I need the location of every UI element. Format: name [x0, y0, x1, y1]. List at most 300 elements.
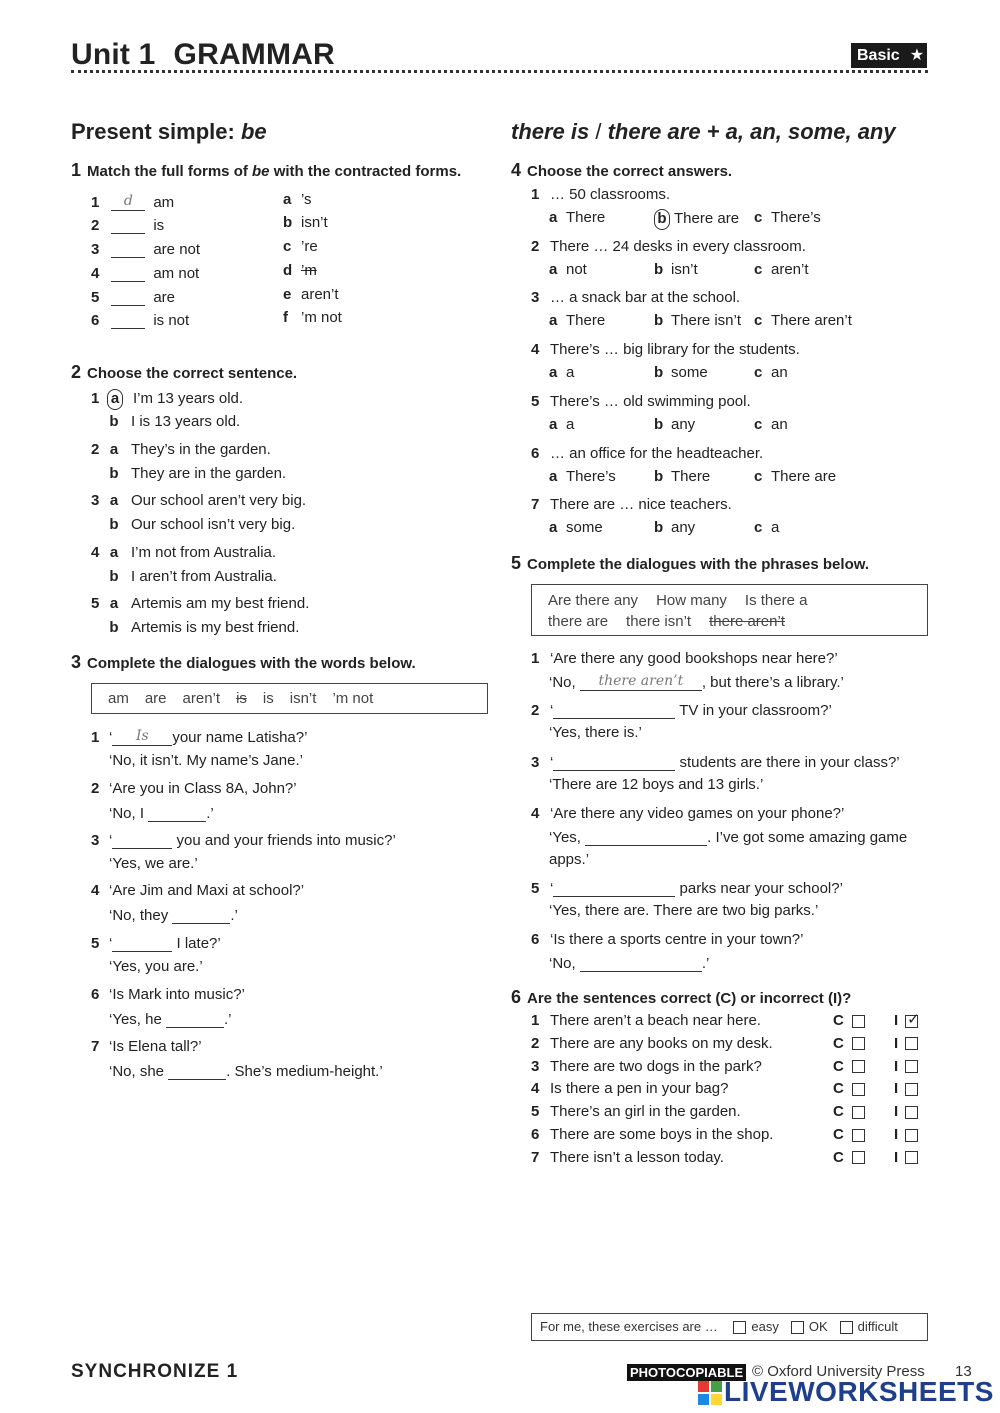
feedback-option-label: difficult	[857, 1319, 898, 1334]
answer-blank[interactable]	[580, 954, 702, 972]
question-text: There’s … big library for the students.	[550, 341, 800, 358]
ex5-reply	[549, 724, 642, 741]
ex4-question	[531, 289, 740, 306]
ex4-question	[531, 238, 806, 255]
item-word: is not	[153, 312, 190, 329]
ex6-item	[531, 1012, 761, 1029]
checkbox-label: C	[833, 1126, 844, 1143]
correct-checkbox[interactable]	[833, 1012, 865, 1029]
incorrect-checkbox[interactable]	[894, 1126, 918, 1143]
checkbox-icon[interactable]	[852, 1015, 865, 1028]
question-text: ‘Are there any video games on your phone?’	[550, 805, 845, 822]
item-number: 3	[91, 832, 100, 849]
answer-suffix: .’	[206, 805, 214, 822]
ex1-item	[91, 311, 189, 329]
photocopiable-label: PHOTOCOPIABLE	[627, 1364, 746, 1381]
ex3-word-box	[91, 683, 488, 714]
item-number: 3	[531, 289, 540, 306]
unit-label: Unit 1	[71, 38, 156, 71]
item-word: am not	[153, 265, 200, 282]
checkbox-label: C	[833, 1057, 844, 1075]
question-text: There … 24 desks in every classroom.	[550, 238, 806, 255]
answer-blank[interactable]	[111, 311, 145, 329]
ex1-item	[91, 193, 174, 211]
answer-suffix: .’	[701, 955, 710, 972]
ex4-question	[531, 341, 800, 358]
reply-text: ‘Yes, you are.’	[109, 958, 203, 975]
ex1-heading: 1 Match the full forms of be with the contracted forms.	[71, 160, 462, 180]
answer-prefix: ‘No, they	[109, 907, 173, 924]
sentence-text: There are two dogs in the park?	[550, 1057, 762, 1075]
option-text: a	[566, 364, 575, 381]
phrase-item: How many	[656, 592, 727, 609]
option-text: Artemis is my best friend.	[131, 619, 300, 636]
ex3-answer-line	[109, 1010, 232, 1028]
checkbox-icon[interactable]	[905, 1106, 918, 1119]
question-text: ‘Is Mark into music?’	[109, 986, 245, 1003]
answer-suffix: .’	[224, 1011, 232, 1028]
answer-prefix: ‘	[109, 729, 113, 746]
option-letter-b: b	[109, 619, 119, 636]
answer-blank[interactable]: there aren’t	[580, 673, 702, 691]
ex3-answer-line	[109, 906, 238, 924]
option-word: ’m	[301, 262, 317, 279]
reply-text: ‘Yes, we are.’	[109, 855, 198, 872]
ex2-option-b[interactable]	[107, 619, 299, 636]
item-number: 1	[531, 1012, 540, 1029]
option-text: There are	[771, 468, 837, 485]
correct-checkbox[interactable]	[833, 1080, 865, 1097]
ex1-option	[283, 214, 328, 231]
ex3-reply	[109, 958, 203, 975]
answer-blank[interactable]	[172, 906, 230, 924]
ex6-item	[531, 1126, 773, 1143]
ex1-item	[91, 288, 175, 306]
answer-blank[interactable]	[553, 753, 675, 771]
option-word: ’m not	[301, 309, 342, 326]
ex4-option-a[interactable]	[549, 209, 605, 226]
option-letter-b: b	[109, 516, 119, 533]
ex2-option-b[interactable]	[107, 465, 286, 482]
sentence-text: There isn’t a lesson today.	[550, 1148, 724, 1166]
ex1-option	[283, 238, 318, 255]
option-text: I aren’t from Australia.	[131, 568, 277, 585]
ex3-question	[91, 831, 396, 849]
ex2-heading: 2 Choose the correct sentence.	[71, 362, 298, 382]
answer-blank[interactable]	[553, 701, 675, 719]
option-text: I’m not from Australia.	[131, 544, 277, 561]
answer-blank[interactable]	[112, 934, 172, 952]
option-text: not	[566, 261, 587, 278]
answer-prefix: ‘	[109, 935, 113, 952]
answer-blank[interactable]: d	[111, 193, 145, 211]
checkbox-label: I	[894, 1148, 899, 1166]
item-number: 6	[531, 931, 540, 948]
option-letter: c	[754, 364, 763, 381]
option-text: I’m 13 years old.	[133, 390, 244, 407]
level-badge	[851, 43, 927, 68]
option-text: some	[671, 364, 708, 381]
word-bank-item: aren’t	[182, 690, 221, 707]
checkbox-icon[interactable]	[733, 1321, 746, 1334]
ex1-option	[283, 286, 339, 303]
checkbox-icon[interactable]	[905, 1010, 920, 1028]
checkbox-label: C	[833, 1148, 844, 1166]
item-number: 4	[531, 341, 540, 358]
ex1-item	[91, 216, 164, 234]
incorrect-checkbox[interactable]	[894, 1058, 918, 1075]
option-letter-a: a	[109, 492, 119, 509]
feedback-option[interactable]	[791, 1319, 828, 1334]
ex4-option-c[interactable]	[754, 312, 852, 329]
publisher: © Oxford University Press	[752, 1363, 925, 1380]
option-text: Our school isn’t very big.	[131, 516, 296, 533]
ex4-option-c[interactable]	[754, 468, 836, 485]
item-number: 2	[531, 238, 540, 255]
ex6-item	[531, 1103, 741, 1120]
ex3-answer-line	[109, 1062, 383, 1080]
answer-blank[interactable]	[111, 240, 145, 258]
option-letter: c	[754, 519, 763, 536]
correct-checkbox[interactable]	[833, 1149, 865, 1166]
item-number: 2	[91, 217, 100, 234]
option-text: an	[771, 364, 788, 381]
option-letter: d	[283, 262, 293, 279]
option-text: Our school aren’t very big.	[131, 492, 307, 509]
option-text: There	[671, 468, 711, 485]
option-letter: c	[754, 416, 763, 433]
checkbox-label: I	[894, 1080, 899, 1098]
checkbox-label: C	[833, 1012, 844, 1029]
ex4-option-b[interactable]	[654, 209, 739, 230]
checkmark-icon: ✓	[907, 1010, 920, 1028]
ex4-option-a[interactable]	[549, 468, 616, 485]
checkbox-icon[interactable]	[852, 1037, 865, 1050]
option-text: There are	[674, 210, 740, 227]
incorrect-checkbox[interactable]	[894, 1035, 918, 1052]
phrase-item: Is there a	[744, 592, 808, 609]
option-text: There aren’t	[771, 312, 852, 329]
ex4-option-b[interactable]	[654, 261, 698, 278]
item-number: 5	[531, 880, 540, 897]
answer-blank[interactable]: Is	[112, 728, 172, 746]
ex4-option-c[interactable]	[754, 364, 788, 381]
ex5-reply	[549, 902, 818, 919]
watermark: LIVEWORKSHEETS	[724, 1376, 994, 1407]
incorrect-checkbox[interactable]	[894, 1149, 918, 1166]
item-number: 7	[531, 1148, 540, 1166]
ex4-option-c[interactable]	[754, 519, 779, 536]
item-number: 4	[91, 882, 100, 899]
ex2-option-b[interactable]	[107, 516, 295, 533]
item-number: 6	[531, 1126, 540, 1143]
phrase-item: there are	[548, 613, 609, 630]
option-text: There’s	[566, 468, 616, 485]
checkbox-icon[interactable]	[905, 1129, 918, 1142]
question-text: I late?’	[172, 935, 221, 952]
item-number: 6	[91, 312, 100, 329]
answer-prefix: ‘Yes, he	[109, 1011, 166, 1028]
answer-blank[interactable]	[111, 288, 145, 306]
checkbox-label: I	[894, 1012, 899, 1029]
ex4-option-b[interactable]	[654, 519, 695, 536]
incorrect-checkbox[interactable]	[894, 1103, 918, 1120]
ex4-option-a[interactable]	[549, 261, 587, 278]
item-number: 7	[531, 496, 540, 513]
ex2-option-b[interactable]	[107, 413, 240, 430]
option-letter: b	[283, 214, 293, 231]
phrase-item: there aren’t	[709, 613, 785, 630]
option-letter-a: a	[109, 544, 119, 561]
phrase-item: Are there any	[548, 592, 639, 609]
item-number: 5	[91, 595, 100, 612]
option-letter-a: a	[109, 441, 119, 458]
item-number: 5	[531, 393, 540, 410]
ex5-answer-line	[549, 673, 844, 691]
ex1-option	[283, 309, 342, 326]
answer-blank[interactable]	[148, 804, 206, 822]
checkbox-icon[interactable]	[791, 1321, 804, 1334]
option-text: There isn’t	[671, 312, 742, 329]
checkbox-icon[interactable]	[905, 1151, 918, 1164]
item-number: 2	[531, 702, 540, 719]
ex3-question	[91, 986, 245, 1003]
item-number: 3	[531, 1057, 540, 1075]
option-text: They are in the garden.	[131, 465, 287, 482]
answer-prefix: ‘No,	[549, 955, 580, 972]
ex3-question	[91, 934, 221, 952]
item-number: 5	[91, 935, 100, 952]
phrase-item: there isn’t	[626, 613, 692, 630]
ex6-item	[531, 1058, 762, 1075]
word-bank-item: are	[144, 690, 167, 707]
ex2-option-a[interactable]	[91, 544, 276, 561]
option-letter-a: a	[109, 595, 119, 612]
option-text: There	[566, 312, 606, 329]
checkbox-icon[interactable]	[905, 1060, 918, 1073]
ex4-option-c[interactable]	[754, 416, 788, 433]
item-number: 1	[91, 390, 100, 407]
sentence-text: Is there a pen in your bag?	[550, 1080, 729, 1098]
answer-suffix: .’	[230, 907, 238, 924]
ex2-option-a[interactable]	[91, 492, 306, 509]
feedback-box: For me, these exercises are … easy OK difficult	[531, 1313, 928, 1341]
answer-prefix: ‘	[550, 702, 554, 719]
ex4-question	[531, 445, 763, 462]
option-letter: f	[283, 309, 288, 326]
option-letter: c	[754, 468, 763, 485]
item-word: am	[153, 194, 175, 211]
badge-label: Basic	[857, 47, 900, 64]
checkbox-icon[interactable]	[852, 1129, 865, 1142]
ex3-question	[91, 780, 297, 797]
left-section-title: Present simple: be	[71, 119, 267, 144]
ex1-option	[283, 262, 317, 279]
item-number: 1	[531, 186, 540, 203]
option-text: I is 13 years old.	[131, 413, 241, 430]
answer-prefix: ‘	[550, 880, 554, 897]
answer-blank[interactable]	[111, 264, 145, 282]
incorrect-checkbox[interactable]	[894, 1080, 918, 1097]
ex4-question	[531, 496, 732, 513]
option-letter: a	[549, 364, 558, 381]
liveworksheets-logo-icon	[698, 1381, 722, 1405]
ex4-option-b[interactable]	[654, 364, 708, 381]
checkbox-icon[interactable]	[852, 1106, 865, 1119]
item-number: 4	[91, 544, 100, 561]
option-letter: e	[283, 286, 292, 303]
ex4-option-b[interactable]	[654, 312, 741, 329]
answer-suffix: , but there’s a library.’	[701, 674, 844, 691]
ex4-option-a[interactable]	[549, 519, 603, 536]
ex5-question	[531, 879, 843, 897]
star-icon: ★	[909, 47, 925, 64]
option-letter: b	[654, 261, 664, 278]
feedback-option[interactable]	[733, 1319, 778, 1334]
item-word: are not	[153, 241, 201, 258]
word-bank-item: isn’t	[289, 690, 317, 707]
ex2-option-a[interactable]	[91, 441, 271, 458]
checkbox-icon[interactable]	[852, 1151, 865, 1164]
answer-prefix: ‘No, she	[109, 1063, 169, 1080]
item-number: 1	[91, 729, 100, 746]
answer-prefix: ‘No,	[549, 674, 580, 691]
reply-text: ‘Yes, there is.’	[549, 724, 642, 741]
checkbox-icon[interactable]	[905, 1037, 918, 1050]
continuation-text: apps.’	[549, 851, 590, 868]
option-text: There	[566, 209, 606, 226]
sentence-text: There are some boys in the shop.	[550, 1126, 774, 1143]
checkbox-icon[interactable]	[905, 1083, 918, 1096]
item-number: 2	[91, 780, 100, 797]
ex4-option-a[interactable]	[549, 416, 574, 433]
ex4-question	[531, 186, 670, 203]
checkbox-label: I	[894, 1057, 899, 1075]
ex2-option-a[interactable]	[91, 389, 243, 410]
ex3-question	[91, 882, 304, 899]
option-text: There’s	[771, 209, 821, 226]
ex3-question	[91, 1038, 202, 1055]
feedback-option[interactable]	[840, 1319, 898, 1334]
ex3-reply	[109, 855, 198, 872]
item-number: 3	[91, 492, 100, 509]
option-text: any	[671, 416, 696, 433]
section-title: GRAMMAR	[173, 38, 335, 71]
option-letter: a	[549, 312, 558, 329]
ex5-question	[531, 753, 900, 771]
answer-prefix: ‘No, I	[109, 805, 149, 822]
option-letter: b	[654, 519, 664, 536]
question-text: There are … nice teachers.	[550, 496, 732, 513]
answer-blank[interactable]	[112, 831, 172, 849]
ex5-phrase-box	[531, 584, 928, 636]
checkbox-label: C	[833, 1034, 844, 1052]
correct-checkbox[interactable]	[833, 1035, 865, 1052]
answer-prefix: ‘Yes,	[549, 829, 586, 846]
header-divider	[71, 70, 928, 73]
question-text: There’s … old swimming pool.	[550, 393, 751, 410]
option-letter-b: b	[109, 568, 119, 585]
ex4-option-c[interactable]	[754, 261, 809, 278]
ex6-item	[531, 1149, 724, 1166]
ex5-question	[531, 931, 803, 948]
answer-blank[interactable]	[166, 1010, 224, 1028]
ex1-item	[91, 264, 199, 282]
item-number: 3	[91, 241, 100, 258]
option-letter: c	[283, 238, 292, 255]
incorrect-checkbox[interactable]	[894, 1012, 918, 1029]
ex3-heading: 3 Complete the dialogues with the words below.	[71, 652, 416, 672]
ex2-option-a[interactable]	[91, 595, 309, 612]
answer-blank[interactable]	[553, 879, 675, 897]
option-text: They’s in the garden.	[131, 441, 271, 458]
option-word: ’re	[301, 238, 318, 255]
answer-suffix: . I’ve got some amazing game	[707, 829, 908, 846]
answer-blank[interactable]	[585, 828, 707, 846]
word-bank-item: is	[262, 690, 274, 707]
ex4-option-a[interactable]	[549, 364, 574, 381]
option-letter-b: b	[109, 465, 119, 482]
checkbox-icon[interactable]	[852, 1060, 865, 1073]
item-number: 4	[91, 265, 100, 282]
ex4-option-b[interactable]	[654, 416, 695, 433]
checkbox-icon[interactable]	[840, 1321, 853, 1334]
option-text: aren’t	[771, 261, 809, 278]
question-text: ‘Are Jim and Maxi at school?’	[109, 882, 305, 899]
item-number: 6	[91, 986, 100, 1003]
option-text: a	[771, 519, 780, 536]
answer-prefix: ‘	[109, 832, 113, 849]
right-section-title: there is / there are + a, an, some, any	[511, 119, 896, 144]
answer-blank[interactable]	[111, 216, 145, 234]
option-letter: a	[549, 416, 558, 433]
checkbox-icon[interactable]	[852, 1083, 865, 1096]
option-text: Artemis am my best friend.	[131, 595, 310, 612]
question-text: … a snack bar at the school.	[550, 289, 741, 306]
answer-blank[interactable]	[168, 1062, 226, 1080]
answer-suffix: . She’s medium-height.’	[226, 1063, 383, 1080]
question-text: your name Latisha?’	[172, 729, 308, 746]
ex3-reply	[109, 752, 303, 769]
ex5-answer-line	[549, 828, 907, 846]
feedback-option-label: easy	[751, 1319, 779, 1334]
ex4-heading: 4 Choose the correct answers.	[511, 160, 733, 180]
ex4-question	[531, 393, 751, 410]
sentence-text: There aren’t a beach near here.	[550, 1012, 761, 1029]
ex4-option-a[interactable]	[549, 312, 605, 329]
correct-checkbox[interactable]	[833, 1126, 865, 1143]
ex6-item	[531, 1080, 728, 1097]
option-letter: b	[654, 312, 664, 329]
correct-checkbox[interactable]	[833, 1103, 865, 1120]
option-letter: a	[283, 191, 292, 208]
question-text: TV in your classroom?’	[675, 702, 832, 719]
ex4-option-c[interactable]	[754, 209, 821, 226]
ex4-option-b[interactable]	[654, 468, 710, 485]
reply-text: ‘No, it isn’t. My name’s Jane.’	[109, 752, 303, 769]
checkbox-label: I	[894, 1034, 899, 1052]
option-letter-b: b	[109, 413, 119, 430]
ex5-question	[531, 701, 832, 719]
ex5-answer-line	[549, 954, 709, 972]
ex5-heading: 5 Complete the dialogues with the phrases below.	[511, 553, 870, 573]
ex2-option-b[interactable]	[107, 568, 277, 585]
correct-checkbox[interactable]	[833, 1058, 865, 1075]
item-number: 5	[531, 1103, 540, 1121]
option-text: an	[771, 416, 788, 433]
ex6-heading: 6 Are the sentences correct (C) or incorrect (I)?	[511, 987, 852, 1007]
checkbox-label: I	[894, 1126, 899, 1143]
